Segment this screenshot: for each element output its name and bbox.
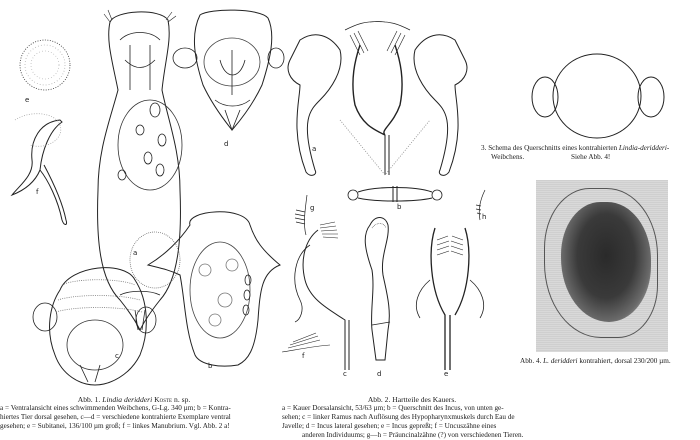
panel-label-2h: h — [482, 213, 487, 221]
panel-label-2a: a — [312, 145, 317, 153]
panel-label-2d: d — [377, 370, 382, 378]
panel-label-2e: e — [444, 370, 449, 378]
panel-label-1c: c — [115, 352, 119, 360]
abb2-caption: Abb. 2. Hartteile des Kauers. a = Kauer Dorsalansicht, 53/63 µm; b = Querschnitt des Incus, von unten ge- sehen; c = linker Ramus nach Auflösung des Hypopharynxmuskels durch Eau de Javelle; d = Incus lateral gesehen; e = Incus gepreßt; f = Uncuszähne eines anderen Individuums; g—h = Präuncinalzähne (?) von verschiedenen Tieren. — [282, 395, 542, 440]
panel-label-1e: e — [25, 96, 30, 104]
preuncinal-teeth-drawing-g — [295, 195, 307, 235]
panel-label-1b: b — [208, 362, 213, 370]
abb2-title: Abb. 2. Hartteile des Kauers. — [367, 395, 457, 404]
panel-label-1a: a — [133, 249, 138, 257]
uncus-teeth-drawing-f — [282, 333, 330, 352]
egg-drawing-e — [20, 40, 70, 90]
panel-label-1f: f — [36, 188, 39, 196]
rotifer-drawing-a — [98, 10, 182, 330]
ramus-drawing-c — [295, 222, 349, 370]
rotifer-drawing-d — [173, 10, 284, 130]
abb1-caption: Abb. 1. Lindia deridderi Koste n. sp. a = Ventralansicht eines schwimmenden Weibchens, G-Lg. 340 µm; b = Kontra- hiertes Tier dorsal gesehen, c—d = verschiedene kontrahierte Exemplare ventral gesehen; e = Subitanei, 136/100 µm groß; f = linkes Manubrium. Vgl. Abb. 2 a! — [0, 395, 268, 431]
incus-crosssection-drawing-b — [348, 186, 442, 202]
photomicrograph — [536, 180, 668, 352]
manubrium-drawing-f — [12, 120, 67, 225]
incus-lateral-drawing-d — [365, 218, 390, 361]
panel-label-1d: d — [224, 140, 229, 148]
panel-label-2g: g — [310, 204, 315, 212]
panel-label-2f: f — [302, 352, 305, 360]
abb1-title: Abb. 1. Lindia deridderi Koste n. sp. — [77, 395, 191, 404]
incus-pressed-drawing-e — [416, 228, 483, 370]
abb4-caption: Abb. 4. L. deridderi kontrahiert, dorsal 230/200 µm. — [520, 357, 671, 365]
panel-label-2c: c — [343, 370, 347, 378]
panel-label-2b: b — [397, 203, 402, 211]
cross-section-schema-drawing — [532, 54, 664, 138]
abb3-caption: 3. Schema des Querschnitts eines kontrahierten Lindia-deridderi- Weibchens. Siehe Abb. 4! — [481, 144, 670, 161]
rotifer-drawing-c — [33, 268, 156, 385]
